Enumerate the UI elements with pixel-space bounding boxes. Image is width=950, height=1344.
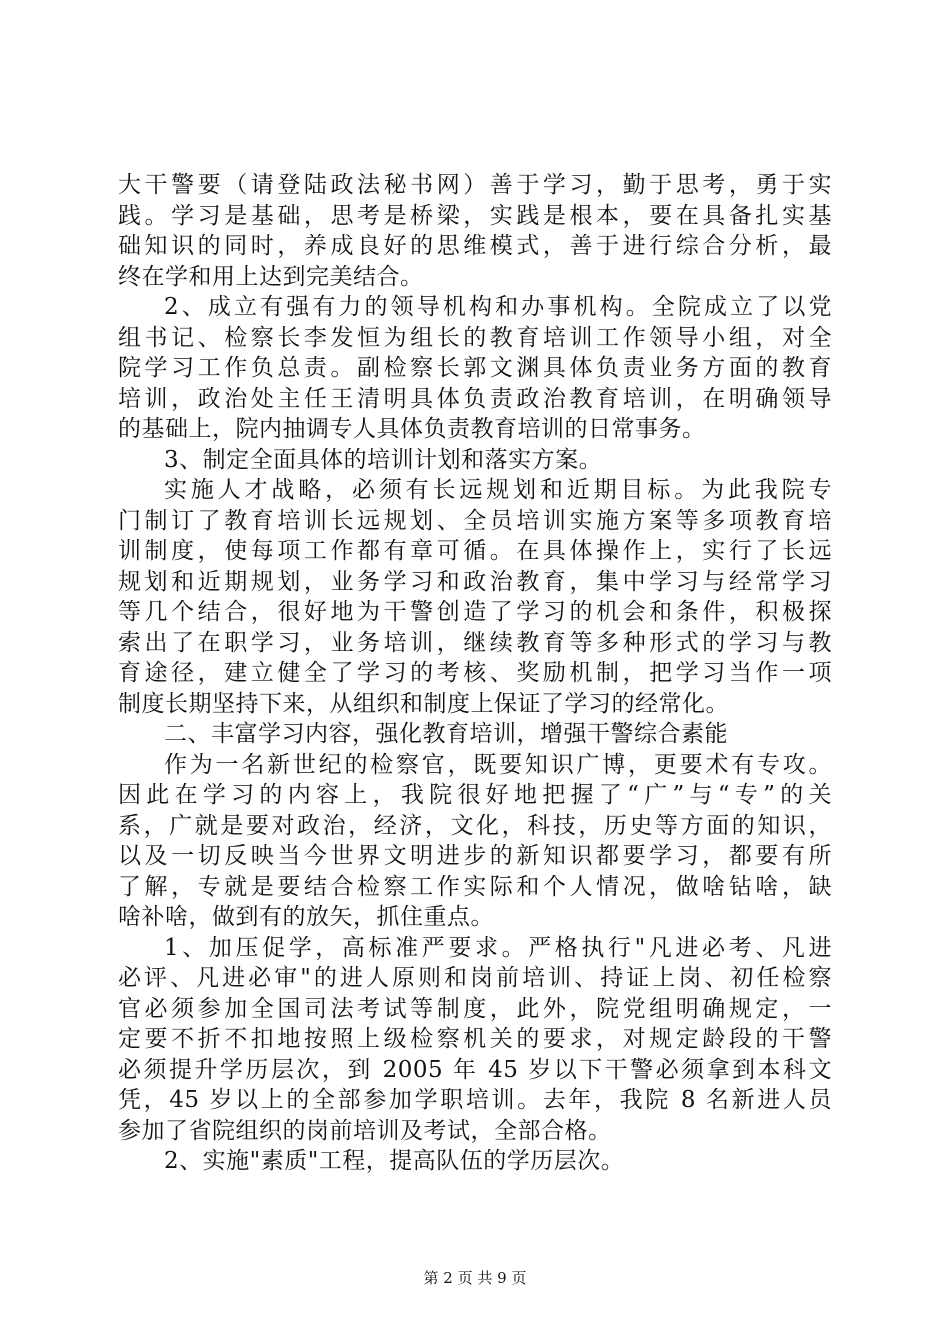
text-line: 啥补啥，做到有的放矢，抓住重点。 [118, 904, 494, 930]
section-heading: 二、丰富学习内容，强化教育培训，增强干警综合素能 [164, 721, 728, 747]
text-line: 终在学和用上达到完美结合。 [118, 263, 424, 290]
text-line: 门制订了教育培训长远规划、全员培训实施方案等多项教育培 [118, 507, 832, 534]
text-line: 凭，45 岁以上的全部参加学职培训。去年，我院 8 名新进人员 [118, 1087, 832, 1113]
text-line: 育途径，建立健全了学习的考核、奖励机制，把学习当作一项 [118, 660, 832, 686]
text-line: 定要不折不扣地按照上级检察机关的要求，对规定龄段的干警 [118, 1026, 832, 1052]
text-line: 规划和近期规划，业务学习和政治教育，集中学习与经常学习 [118, 568, 832, 595]
text-line: 训制度，使每项工作都有章可循。在具体操作上，实行了长远 [118, 538, 832, 564]
text-line: 组书记、检察长李发恒为组长的教育培训工作领导小组，对全 [118, 324, 832, 351]
body-text [118, 170, 832, 1177]
text-line: 2、成立有强有力的领导机构和办事机构。全院成立了以党 [164, 294, 832, 320]
text-line: 1、加压促学，高标准严要求。严格执行"凡进必考、凡进 [164, 934, 832, 961]
text-line: 官必须参加全国司法考试等制度，此外，院党组明确规定，一 [118, 995, 832, 1022]
text-line: 了解，专就是要结合检察工作实际和个人情况，做啥钻啥，缺 [118, 873, 832, 900]
text-line: 的基础上，院内抽调专人具体负责教育培训的日常事务。 [118, 416, 706, 442]
text-line: 系，广就是要对政治，经济，文化，科技，历史等方面的知识， [118, 812, 832, 839]
text-line: 索出了在职学习，业务培训，继续教育等多种形式的学习与教 [118, 629, 832, 656]
text-line: 培训，政治处主任王清明具体负责政治教育培训，在明确领导 [118, 385, 832, 412]
text-line: 因此在学习的内容上，我院很好地把握了“广”与“专”的关 [118, 782, 832, 808]
text-line: 以及一切反映当今世界文明进步的新知识都要学习，都要有所 [118, 843, 832, 869]
text-line: 等几个结合，很好地为干警创造了学习的机会和条件，积极探 [118, 599, 832, 625]
text-line: 践。学习是基础，思考是桥梁，实践是根本，要在具备扎实基 [118, 202, 832, 229]
text-line: 作为一名新世纪的检察官，既要知识广博，更要术有专攻。 [164, 751, 832, 778]
page-number-footer: 第 2 页 共 9 页 [423, 1269, 527, 1287]
text-line: 3、制定全面具体的培训计划和落实方案。 [164, 446, 603, 473]
text-line: 参加了省院组织的岗前培训及考试，全部合格。 [118, 1117, 612, 1144]
text-line: 础知识的同时，养成良好的思维模式，善于进行综合分析，最 [118, 233, 832, 259]
text-line: 必须提升学历层次，到 2005 年 45 岁以下干警必须拿到本科文 [118, 1056, 832, 1083]
text-line: 制度长期坚持下来，从组织和制度上保证了学习的经常化。 [118, 690, 729, 717]
text-line: 院学习工作负总责。副检察长郭文渊具体负责业务方面的教育 [118, 355, 832, 381]
text-line: 实施人才战略，必须有长远规划和近期目标。为此我院专 [164, 477, 832, 503]
text-line: 大干警要（请登陆政法秘书网）善于学习，勤于思考，勇于实 [118, 172, 832, 198]
text-line: 2、实施"素质"工程，提高队伍的学历层次。 [164, 1148, 625, 1174]
text-line: 必评、凡进必审"的进人原则和岗前培训、持证上岗、初任检察 [118, 965, 832, 991]
